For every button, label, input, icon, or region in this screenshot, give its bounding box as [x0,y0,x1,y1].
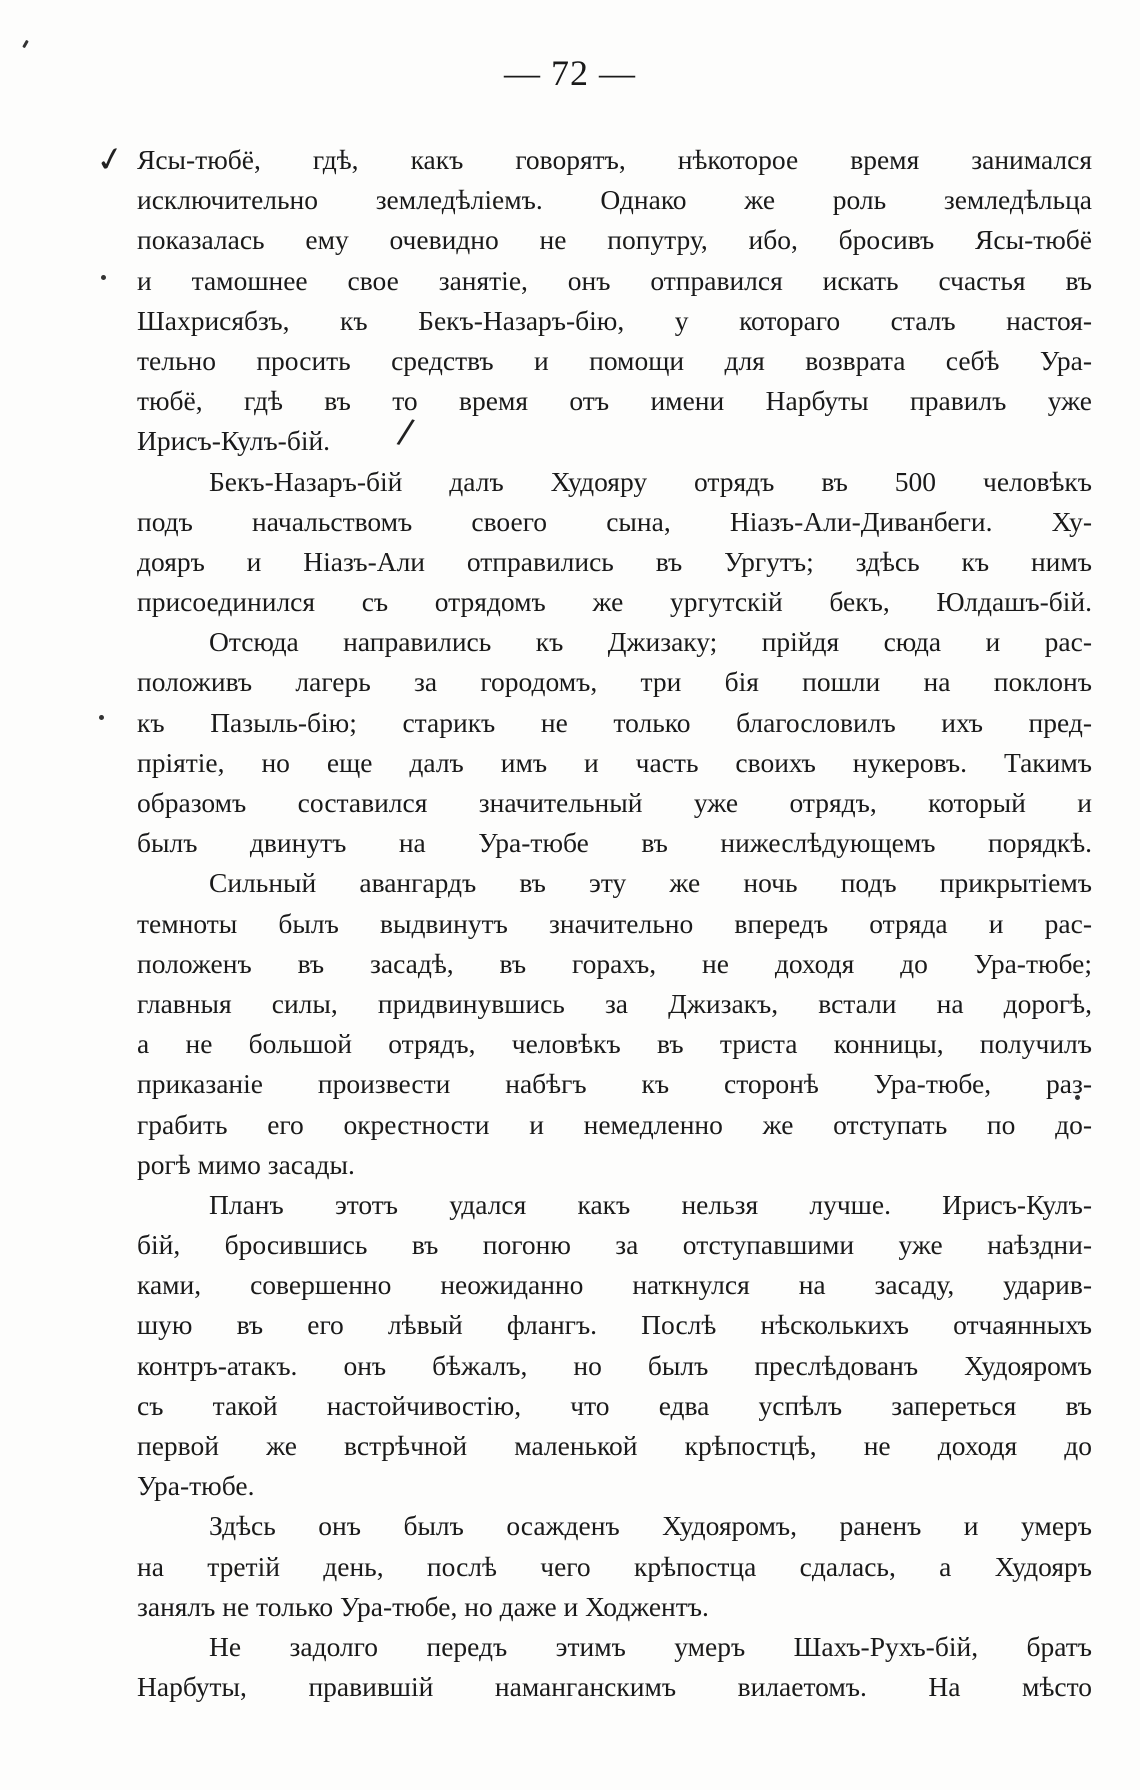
text-line: приказаніе произвести набѣгъ къ сторонѣ Ура-тюбе, раз- [137,1068,1092,1100]
page-number: — 72 — [504,53,636,93]
text-line: главныя силы, придвинувшись за Джизакъ, встали на дорогѣ, [137,987,1092,1019]
margin-dot [99,715,104,720]
text-line: исключительно земледѣліемъ. Однако же роль земледѣльца [137,184,1092,216]
text-line: присоединился съ отрядомъ же ургутскій бекъ, Юлдашъ-бій. [137,586,1092,618]
text-line: тюбё, гдѣ въ то время отъ имени Нарбуты правилъ уже [137,385,1092,417]
text-line: Планъ этотъ удался какъ нельзя лучше. Ирисъ-Кулъ- [209,1188,1092,1220]
text-line: первой же встрѣчной маленькой крѣпостцѣ, не доходя до [137,1430,1092,1461]
text-line: грабить его окрестности и немедленно же отступать по до- [137,1108,1092,1140]
text-line: Не задолго передъ этимъ умеръ Шахъ-Рухъ-бій, братъ [209,1630,1092,1662]
text-line: темноты былъ выдвинутъ значительно впередъ отряда и рас- [137,907,1092,939]
text-line: Здѣсь онъ былъ осажденъ Худояромъ, раненъ и умеръ [209,1510,1092,1542]
text-line: Шахрисябзъ, къ Бекъ-Назаръ-бію, у котораго сталъ настоя- [137,304,1092,336]
text-line: Отсюда направились къ Джизаку; прійдя сюда и рас- [209,626,1092,658]
text-line: положивъ лагерь за городомъ, три бія пошли на поклонъ [137,666,1092,698]
handwritten-slash-mark: / [395,411,417,453]
text-line: шую въ его лѣвый флангъ. Послѣ нѣсколькихъ отчаянныхъ [137,1309,1092,1341]
text-line: Ура-тюбе. [137,1470,255,1502]
margin-dot [101,275,106,280]
text-line: пріятіе, но еще далъ имъ и часть своихъ нукеровъ. Такимъ [137,746,1092,778]
text-line: рогѣ мимо засады. [137,1148,355,1180]
text-line: положенъ въ засадѣ, въ горахъ, не доходя до Ура-тюбе; [137,947,1092,979]
text-line: бій, бросившись въ погоню за отступавшими уже наѣздни- [137,1229,1092,1261]
text-line: Нарбуты, правившій наманганскимъ вилаетомъ. На мѣсто [137,1671,1092,1703]
text-line: дояръ и Ніазъ-Али отправились въ Ургутъ; здѣсь къ нимъ [137,545,1092,577]
text-line: на третій день, послѣ чего крѣпостца сдалась, а Худояръ [137,1550,1092,1582]
text-line: Бекъ-Назаръ-бій далъ Худояру отрядъ въ 500 человѣкъ [209,465,1092,497]
text-line: образомъ составился значительный уже отрядъ, который и [137,787,1092,818]
body-text [137,140,1092,1707]
margin-tick-mark: ✓ [92,137,128,183]
text-line: былъ двинутъ на Ура-тюбе въ нижеслѣдующемъ порядкѣ. [137,827,1092,859]
text-line: и тамошнее свое занятіе, онъ отправился искать счастья въ [137,264,1092,296]
text-line: съ такой настойчивостію, что едва успѣлъ запереться въ [137,1389,1092,1421]
text-line: тельно просить средствъ и помощи для возврата себѣ Ура- [137,344,1092,376]
text-line: а не большой отрядъ, человѣкъ въ триста конницы, получилъ [137,1028,1092,1060]
text-line: показалась ему очевидно не попутру, ибо, бросивъ Ясы-тюбё [137,224,1092,256]
text-line: къ Пазыль-бію; старикъ не только благословилъ ихъ пред- [137,706,1092,738]
text-line: Ясы-тюбё, гдѣ, какъ говорятъ, нѣкоторое время занимался [137,144,1092,175]
text-line: ками, совершенно неожиданно наткнулся на засаду, ударив- [137,1269,1092,1301]
corner-speck [22,40,29,48]
text-line: Сильный авангардъ въ эту же ночь подъ прикрытіемъ [209,867,1092,899]
text-line: подъ начальствомъ своего сына, Ніазъ-Али-Диванбеги. Ху- [137,505,1092,537]
text-line: контръ-атакъ. онъ бѣжалъ, но былъ преслѣдованъ Худояромъ [137,1349,1092,1381]
text-line: занялъ не только Ура-тюбе, но даже и Ходжентъ. [137,1590,709,1622]
text-line: Ирисъ-Кулъ-бій. [137,425,331,457]
